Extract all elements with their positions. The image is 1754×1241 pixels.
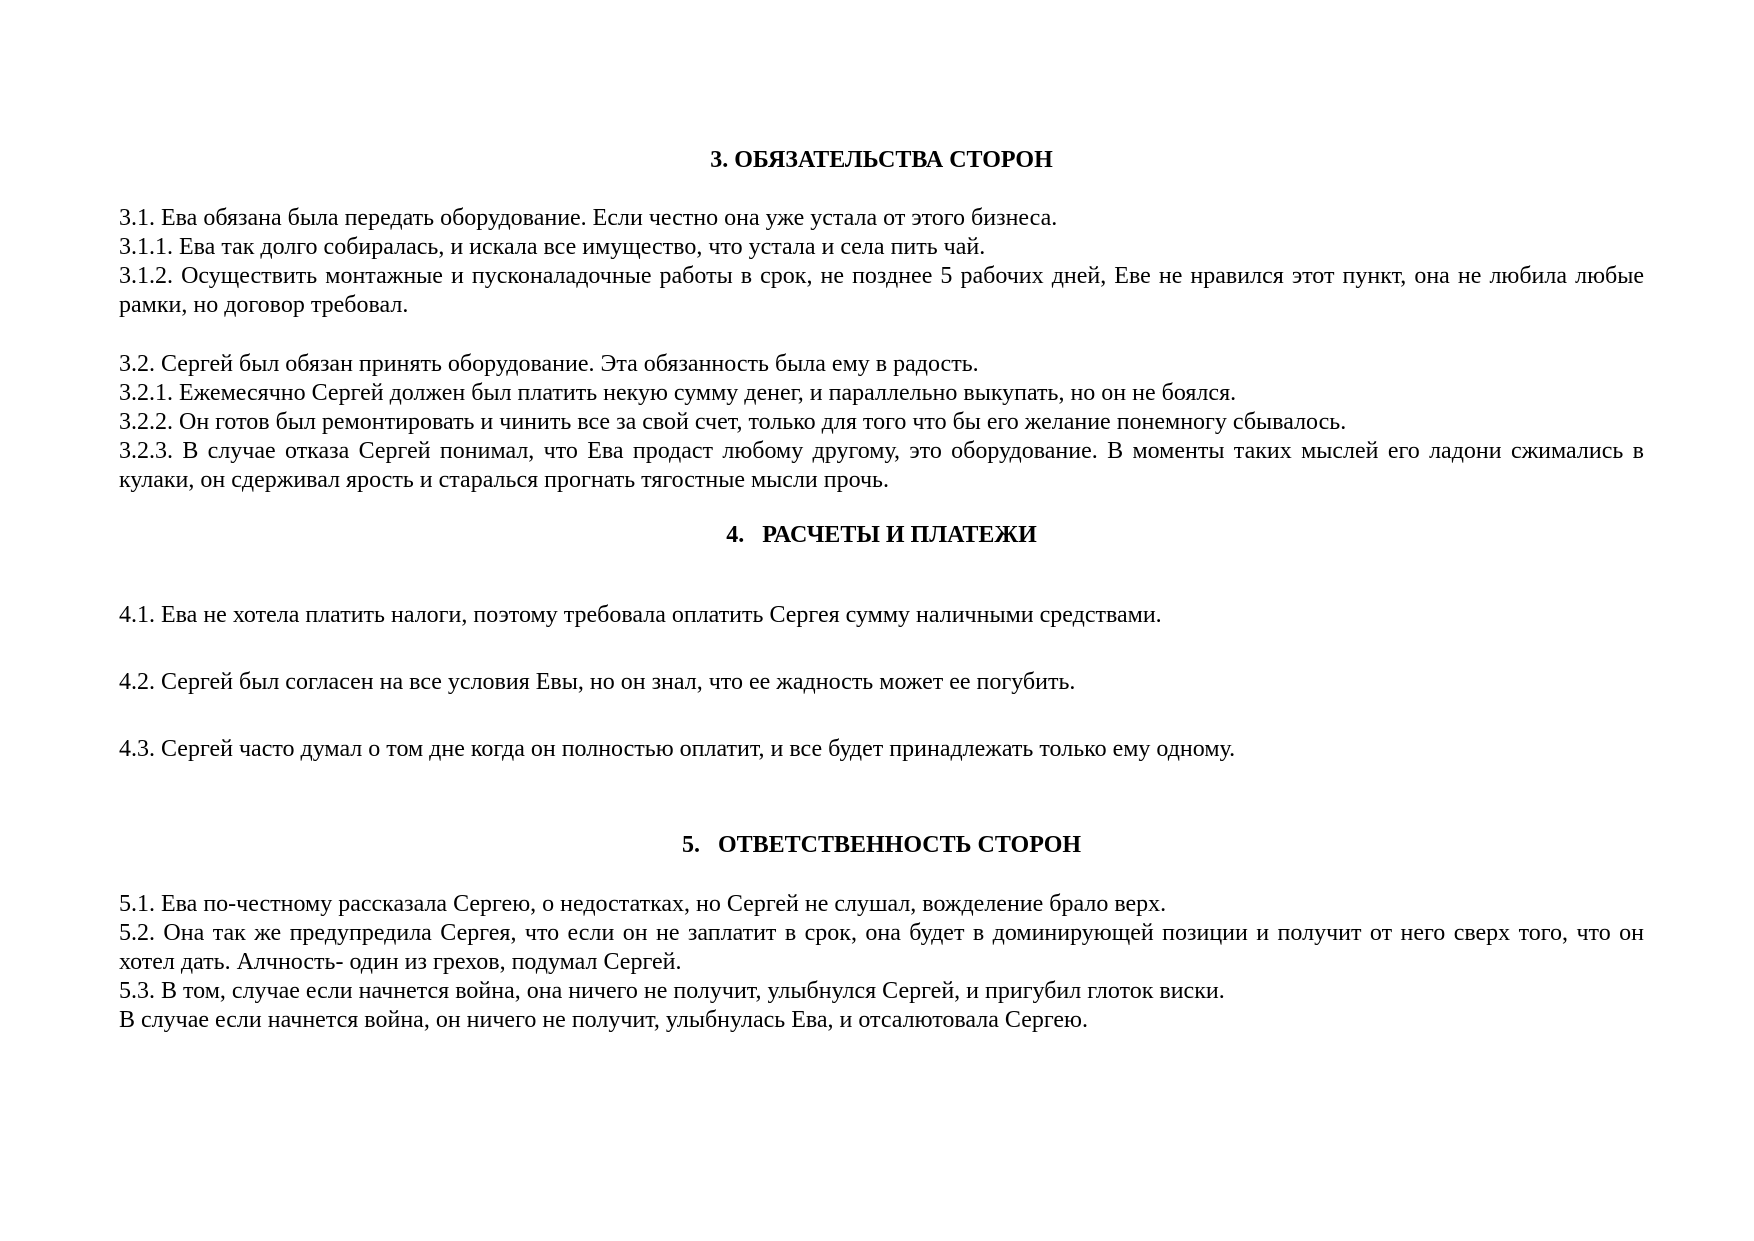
clause-3-1: 3.1. Ева обязана была передать оборудование. Если честно она уже устала от этого бизнеса. (119, 205, 1058, 231)
clause-4-1: 4.1. Ева не хотела платить налоги, поэтому требовала оплатить Сергея сумму наличными средствами. (119, 602, 1162, 628)
section-5-heading: 5. ОТВЕТСТВЕННОСТЬ СТОРОН (681, 832, 1082, 858)
clause-3-2-1: 3.2.1. Ежемесячно Сергей должен был платить некую сумму денег, и параллельно выкупать, но он не боялся. (119, 380, 1237, 406)
clause-3-1-1: 3.1.1. Ева так долго собиралась, и искала все имущество, что устала и села пить чай. (119, 234, 986, 260)
section-3-heading: 3. ОБЯЗАТЕЛЬСТВА СТОРОН (710, 147, 1053, 173)
clause-5-2: 5.2. Она так же предупредила Сергея, что если он не заплатит в срок, она будет в доминирующей позиции и получит от него сверх того, что он хотел дать. Алчность- один из грехов, подумал Сергей. (119, 920, 1644, 975)
section-4-heading: 4. РАСЧЕТЫ И ПЛАТЕЖИ (726, 522, 1037, 548)
clause-3-2: 3.2. Сергей был обязан принять оборудование. Эта обязанность была ему в радость. (119, 351, 979, 377)
clause-3-1-2: 3.1.2. Осуществить монтажные и пусконаладочные работы в срок, не позднее 5 рабочих дней, Еве не нравился этот пункт, она не любила любые рамки, но договор требовал. (119, 263, 1644, 318)
clause-4-3: 4.3. Сергей часто думал о том дне когда он полностью оплатит, и все будет принадлежать только ему одному. (119, 736, 1236, 762)
clause-3-2-3: 3.2.3. В случае отказа Сергей понимал, что Ева продаст любому другому, это оборудование. В моменты таких мыслей его ладони сжимались в кулаки, он сдерживал ярость и старалься прогнать тягостные мысли прочь. (119, 438, 1644, 493)
clause-5-1: 5.1. Ева по-честному рассказала Сергею, о недостатках, но Сергей не слушал, вожделение брало верх. (119, 891, 1167, 917)
clause-4-2: 4.2. Сергей был согласен на все условия Евы, но он знал, что ее жадность может ее погубить. (119, 669, 1076, 695)
clause-5-3: 5.3. В том, случае если начнется война, она ничего не получит, улыбнулся Сергей, и пригубил глоток виски. (119, 978, 1225, 1004)
clause-3-2-2: 3.2.2. Он готов был ремонтировать и чинить все за свой счет, только для того что бы его желание понемногу сбывалось. (119, 409, 1347, 435)
document-page (119, 0, 1644, 1241)
closing-line: В случае если начнется война, он ничего не получит, улыбнулась Ева, и отсалютовала Сергею. (119, 1007, 1088, 1033)
